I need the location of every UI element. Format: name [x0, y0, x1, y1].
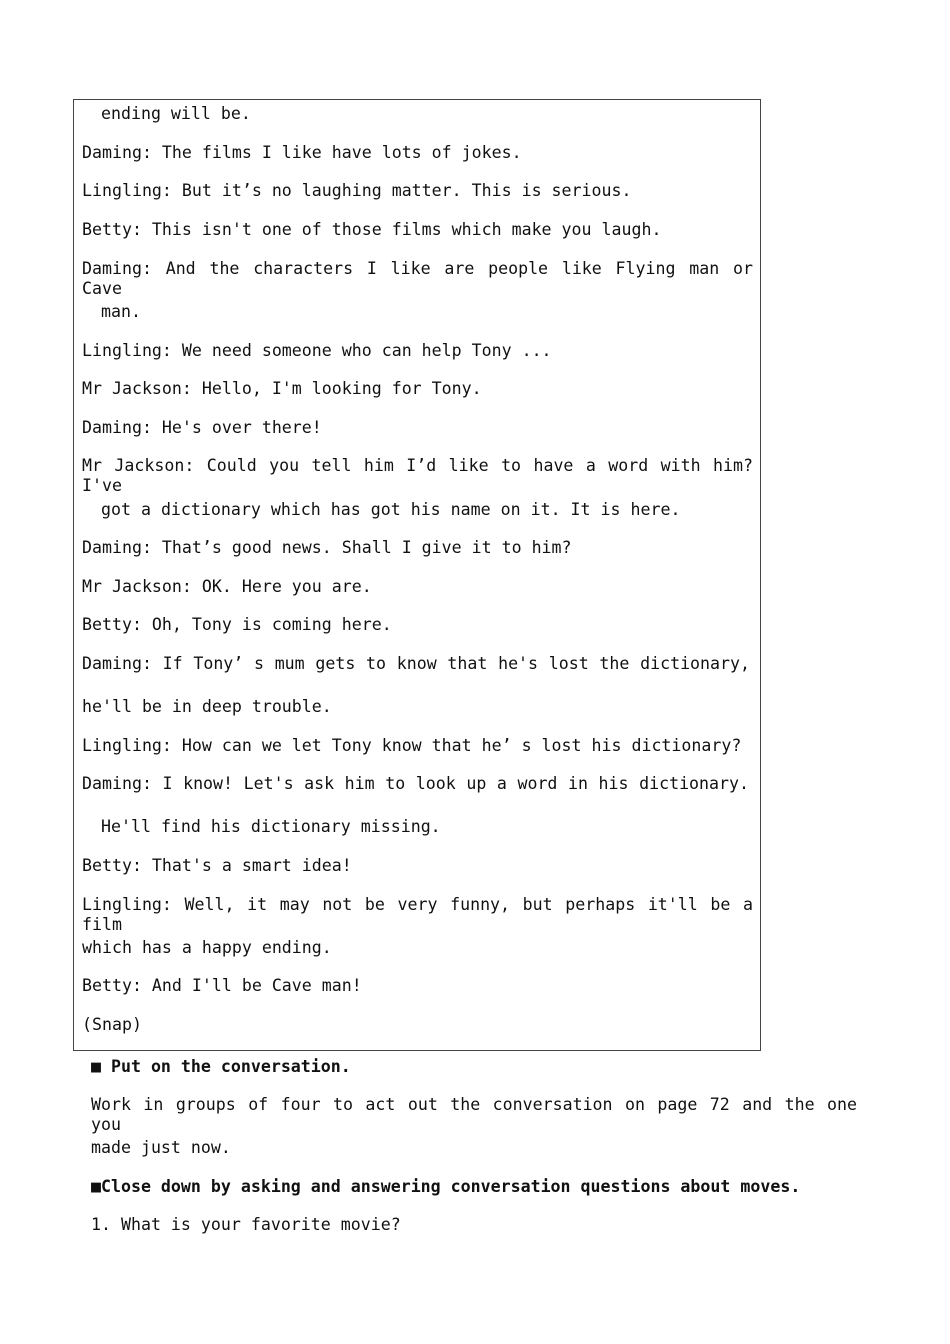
dialogue-line: he'll be in deep trouble.	[82, 697, 332, 716]
dialogue-line: Lingling: Well, it may not be very funny, but perhaps it'll be a film	[82, 895, 753, 934]
dialogue-line: Betty: That's a smart idea!	[82, 856, 352, 875]
dialogue-line: Lingling: But it’s no laughing matter. This is serious.	[82, 181, 632, 200]
dialogue-line: He'll find his dictionary missing.	[101, 817, 441, 836]
section-heading-put-on: ■ Put on the conversation.	[91, 1057, 351, 1076]
dialogue-line: Daming: And the characters I like are people like Flying man or Cave	[82, 259, 753, 298]
dialogue-line: ending will be.	[101, 104, 251, 123]
dialogue-line: got a dictionary which has got his name on it. It is here.	[101, 500, 681, 519]
dialogue-line: Betty: This isn't one of those films which make you laugh.	[82, 220, 662, 239]
dialogue-line: man.	[101, 302, 141, 321]
dialogue-line: Daming: I know! Let's ask him to look up a word in his dictionary.	[82, 774, 749, 793]
dialogue-line: Betty: And I'll be Cave man!	[82, 976, 362, 995]
dialogue-line: Daming: If Tony’ s mum gets to know that he's lost the dictionary,	[82, 654, 750, 673]
question-item: 1. What is your favorite movie?	[91, 1215, 401, 1234]
instruction-line: Work in groups of four to act out the conversation on page 72 and the one you	[91, 1095, 857, 1134]
dialogue-line: which has a happy ending.	[82, 938, 332, 957]
dialogue-line: Mr Jackson: OK. Here you are.	[82, 577, 372, 596]
dialogue-line: Lingling: We need someone who can help Tony ...	[82, 341, 552, 360]
section-heading-close-down: ■Close down by asking and answering conversation questions about moves.	[91, 1177, 801, 1196]
dialogue-line: Betty: Oh, Tony is coming here.	[82, 615, 392, 634]
dialogue-line: (Snap)	[82, 1015, 142, 1034]
dialogue-line: Lingling: How can we let Tony know that he’ s lost his dictionary?	[82, 736, 742, 755]
dialogue-line: Mr Jackson: Could you tell him I’d like to have a word with him? I've	[82, 456, 753, 495]
dialogue-line: Daming: He's over there!	[82, 418, 322, 437]
instruction-line: made just now.	[91, 1138, 231, 1157]
dialogue-line: Mr Jackson: Hello, I'm looking for Tony.	[82, 379, 482, 398]
dialogue-line: Daming: That’s good news. Shall I give it to him?	[82, 538, 572, 557]
dialogue-line: Daming: The films I like have lots of jokes.	[82, 143, 522, 162]
